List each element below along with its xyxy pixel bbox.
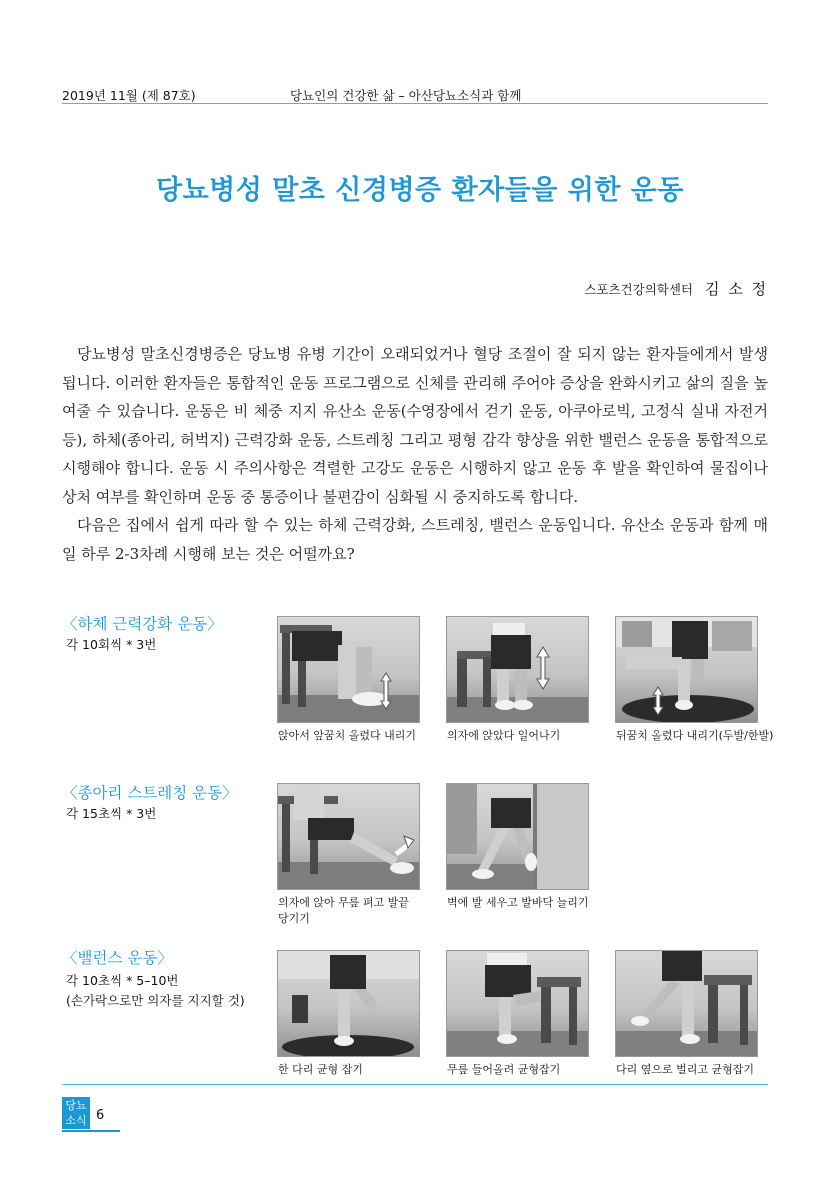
caption-toe-raise: 앉아서 앞꿈치 올렸다 내리기 xyxy=(278,729,417,742)
caption-wall-stretch: 벽에 발 세우고 발바닥 늘리기 xyxy=(447,896,589,909)
badge-underline xyxy=(62,1130,120,1132)
newsletter-badge xyxy=(62,1097,90,1129)
caption-calf-stretch-seated: 의자에 앉아 무릎 펴고 발끝 당기기 xyxy=(278,896,409,925)
section-note-balance: (손가락으로만 의자를 지지할 것) xyxy=(66,993,245,1008)
exercise-photo-sit-to-stand xyxy=(446,616,589,723)
section-reps-balance: 각 10초씩 * 5–10번 xyxy=(66,973,179,988)
badge-line-1: 당뇨 xyxy=(65,1099,87,1112)
badge-line-2: 소식 xyxy=(65,1114,87,1127)
body-paragraph-2: 다음은 집에서 쉽게 따라 할 수 있는 하체 근력강화, 스트레칭, 밸런스 운동입니다. 유산소 운동과 함께 매일 하루 2-3차례 시행해 보는 것은 어떨까요? xyxy=(62,516,768,563)
page-number: 6 xyxy=(96,1108,105,1123)
issue-label: 2019년 11월 (제 87호) xyxy=(62,88,196,103)
exercise-photo-wall-stretch xyxy=(446,783,589,890)
footer-divider xyxy=(62,1084,768,1085)
caption-heel-raise: 뒤꿈치 올렸다 내리기(두발/한발) xyxy=(616,729,774,742)
header-divider xyxy=(62,103,768,104)
caption-single-leg: 한 다리 균형 잡기 xyxy=(278,1063,363,1076)
publication-label: 당뇨인의 건강한 삶 – 아산당뇨소식과 함께 xyxy=(290,88,522,103)
article-title: 당뇨병성 말초 신경병증 환자들을 위한 운동 xyxy=(156,175,684,206)
exercise-photo-single-leg xyxy=(277,950,420,1057)
author-name: 김 소 정 xyxy=(704,280,768,298)
exercise-photo-calf-stretch-seated xyxy=(277,783,420,890)
section-heading-stretch: 〈종아리 스트레칭 운동〉 xyxy=(62,784,238,802)
body-paragraph-1: 당뇨병성 말초신경병증은 당뇨병 유병 기간이 오래되었거나 혈당 조절이 잘 되지 않는 환자들에게서 발생됩니다. 이러한 환자들은 통합적인 운동 프로그램으로 신체를 관리해 주어야 증상을 완화시키고 삶의 질을 높여줄 수 있습니다. 운동은 비 체중 지지 유산소 운동(수영장에서 걷기 운동, 아쿠아로빅, 고정식 실내 자전거 등), 하체(종아리, 허벅지) 근력강화 운동, 스트레칭 그리고 평형 감각 향상을 위한 밸런스 운동을 통합적으로 시행해야 합니다. 운동 시 주의사항은 격렬한 고강도 운동은 시행하지 않고 운동 후 발을 확인하여 물집이나 상처 여부를 확인하며 운동 중 통증이나 불편감이 심화될 시 중지하도록 합니다. xyxy=(62,345,768,506)
caption-sit-to-stand: 의자에 앉았다 일어나기 xyxy=(447,729,561,742)
exercise-photo-side-leg xyxy=(615,950,758,1057)
author-line xyxy=(584,278,768,299)
exercise-photo-toe-raise xyxy=(277,616,420,723)
exercise-photo-knee-lift xyxy=(446,950,589,1057)
section-reps-stretch: 각 15초씩 * 3번 xyxy=(66,806,157,821)
caption-knee-lift: 무릎 들어올려 균형잡기 xyxy=(447,1063,561,1076)
caption-side-leg: 다리 옆으로 벌리고 균형잡기 xyxy=(616,1063,755,1076)
section-heading-balance: 〈밸런스 운동〉 xyxy=(62,949,173,967)
section-reps-strength: 각 10회씩 * 3번 xyxy=(66,637,157,652)
article-body xyxy=(62,340,768,568)
author-affiliation: 스포츠건강의학센터 xyxy=(584,282,693,297)
section-heading-strength: 〈하체 근력강화 운동〉 xyxy=(62,615,223,633)
exercise-photo-heel-raise xyxy=(615,616,758,723)
